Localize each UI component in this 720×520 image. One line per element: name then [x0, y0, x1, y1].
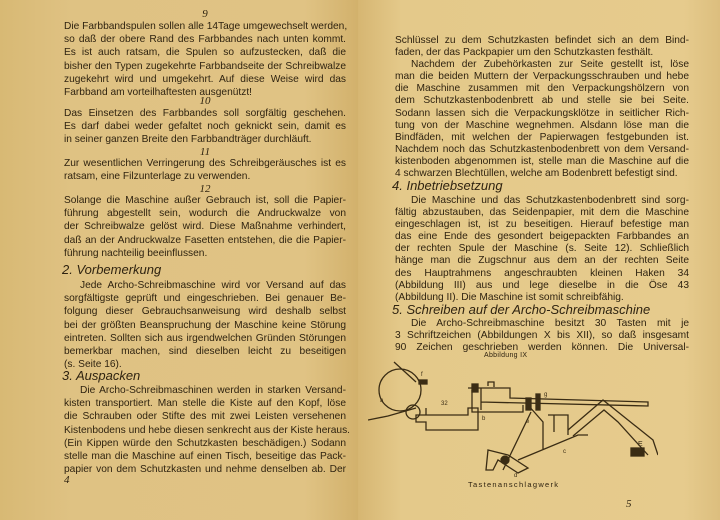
paragraph-inbetriebsetzung [395, 195, 689, 304]
text-line: der Schreibwalze gelöst wird. Diese Maßnahme verhindert, [64, 221, 346, 233]
left-page [0, 0, 358, 520]
text-line: man die beiden Muttern der Verpackungsschrauben und hebe [395, 71, 689, 83]
text-line: dem Schutzkastenbodenbrett ab und stelle sie bei Seite. [395, 95, 689, 107]
text-line: Es darf dabei weder gefaltet noch geknickt sein, damit es [64, 121, 346, 133]
section-number-11: 11 [199, 146, 211, 158]
text-line: papier von dem Schutzkasten und nehme denselben ab. Der [64, 464, 346, 476]
text-line: ratsam, eine Filzunterlage zu verwenden. [64, 171, 251, 183]
heading-inbetriebsetzung: 4. Inbetriebsetzung [392, 178, 503, 193]
page-number-right: 5 [626, 498, 632, 510]
text-line: (Abbildung III) aus und lege dieselbe in die Öse 43 [395, 279, 689, 291]
text-line: faden, der das Packpapier um den Schutzkasten festhält. [395, 47, 654, 59]
text-line: 90 Zeichen geschrieben werden können. Die Universal- [395, 342, 689, 354]
text-line: hänge man die Zugschnur aus dem an der rechten Seite [395, 255, 689, 267]
text-line: der rechten Spule der Maschine (s. Seite 12). Schließlich [395, 243, 689, 255]
text-line: Sodann lassen sich die Verpackungsklötze in seitlicher Rich- [395, 107, 689, 119]
heading-vorbemerkung: 2. Vorbemerkung [62, 262, 162, 277]
figure-label-c: c [563, 449, 566, 455]
text-line: Die Maschine und das Schutzkastenbodenbrett sind sorg- [411, 195, 689, 206]
text-line: das eine Ende des gesondert beigepackten Farbbandes an [395, 231, 689, 243]
text-line: die Maschine zusammen mit den Verpackungshölzern von [395, 83, 689, 95]
text-line: führung abgestellt sein, wodurch die Andruckwalze von [64, 208, 346, 220]
text-line: fältig abzustauben, das Seidenpapier, mit dem die Maschine [395, 207, 689, 219]
text-line: stelle man die Maschine auf einen Tisch, beseitige das Pack- [64, 450, 346, 462]
text-line: Kistenbodens und hebe diesen senkrecht aus der Kiste heraus. [64, 424, 351, 436]
heading-auspacken: 3. Auspacken [62, 368, 141, 383]
section-number-12: 12 [199, 183, 211, 195]
text-line: Bindfäden, mit welchen der Papierwagen festgebunden ist. [395, 131, 689, 143]
paragraph-10 [64, 107, 346, 147]
text-line: Die Archo-Schreibmaschine besitzt 30 Tasten mit je [411, 318, 689, 329]
paragraph-vorbemerkung [64, 279, 346, 371]
figure-label-f: f [421, 372, 423, 378]
figure-label-d: d [514, 473, 518, 479]
text-line: bemerkbar machen, sind dieselben leicht zu beseitigen [64, 345, 346, 357]
paragraph-schreiben [395, 318, 689, 354]
figure-label-E: E [638, 441, 643, 448]
text-line: Zur wesentlichen Verringerung des Schreibgeräusches ist es [64, 158, 346, 169]
paragraph-auspacken-continued [395, 35, 689, 180]
text-line: Schlüssel zu dem Schutzkasten befindet sich an dem Bind- [395, 35, 689, 46]
figure-caption-bottom: Tastenanschlagwerk [468, 480, 560, 489]
text-line: führung nachteilig beeinflussen. [64, 247, 208, 259]
text-line: eintreten. Sollten sich aus irgendwelchen Gründen Störungen [64, 332, 346, 344]
heading-schreiben: 5. Schreiben auf der Archo-Schreibmaschine [392, 302, 651, 317]
text-line: Jede Archo-Schreibmaschine wird vor Versand auf das [80, 280, 346, 291]
text-line: Farbband am vorteilhaftesten ausgenützt! [64, 86, 253, 98]
text-line: 3 Schriftzeichen (Abbildungen X bis XII), so daß insgesamt [395, 330, 689, 342]
text-line: (Abbildung II). Die Maschine ist somit schreibfähig. [395, 291, 624, 303]
text-line: Die Archo-Schreibmaschinen werden in starken Versand- [80, 385, 346, 396]
text-line: Solange die Maschine außer Gebrauch ist, soll die Papier- [64, 195, 346, 206]
text-line: Die Farbbandspulen sollen alle 14Tage umgewechselt werden, [64, 21, 348, 32]
figure-label-b: b [482, 416, 486, 422]
text-line: in seiner ganzen Breite den Farbbandträger durchläuft. [64, 134, 312, 146]
figure-label-e: e [526, 419, 530, 425]
text-line: (Ein Kippen würde den Schutzkasten beschädigen.) Sodann [64, 437, 346, 449]
text-line: folgung dieser Gebrauchsanweisung wird deshalb selbst [64, 306, 346, 318]
figure-label-a: a [380, 398, 384, 404]
page-number-left: 4 [64, 474, 70, 486]
section-number-10: 10 [199, 95, 211, 107]
paragraph-9 [64, 20, 346, 99]
text-line: Das Einsetzen des Farbbandes soll sorgfältig geschehen. [64, 108, 346, 119]
text-line: kisten transportiert. Man stelle die Kiste auf den Kopf, löse [64, 398, 346, 410]
paragraph-auspacken [64, 384, 351, 476]
text-line: kistenboden abgenommen ist, stelle man die Maschine auf die [395, 155, 689, 167]
text-line: (s. Seite 16). [64, 359, 122, 371]
text-line: so daß der obere Rand des Farbbandes nach unten kommt. [64, 34, 346, 46]
text-line: daß an der Andruckwalze Fasetten entstehen, die die Papier- [64, 234, 346, 246]
text-line: des Hauptrahmens angeschraubten kleinen Haken 34 [395, 267, 689, 279]
text-line: Nachdem der Zubehörkasten zur Seite gestellt ist, löse [411, 59, 689, 71]
figure-label-g: g [544, 392, 548, 398]
text-line: bisher den Typen zugekehrte Farbbandseite der Schreibwalze [64, 60, 346, 72]
figure-label-32: 32 [441, 401, 448, 407]
text-line: 4 schwarzen Blechtüllen, welche am Bodenbrett befestigt sind. [395, 168, 678, 180]
paragraph-12 [64, 194, 346, 260]
paragraph-11 [64, 157, 346, 183]
text-line: tung von der Maschine wegnehmen. Alsdann löse man die [395, 119, 689, 131]
text-line: Nachdem noch das Schutzkastenbodenbrett von dem Versand- [395, 143, 689, 155]
text-line: bei der größten Beanspruchung der Maschine keine Störung [64, 319, 346, 331]
text-line: sorgfältigste geprüft und eingeschrieben. Bei genauer Be- [64, 293, 346, 305]
section-number-9: 9 [202, 8, 208, 20]
right-page [358, 0, 720, 520]
text-line: zugekehrt wird und umgekehrt. Auf diese Weise wird das [64, 73, 346, 85]
figure-caption-top: Abbildung IX [484, 352, 528, 359]
text-line: Es ist auch ratsam, die Spulen so aufzustecken, daß die [64, 47, 346, 59]
typewriter-key-mechanism-figure [368, 360, 658, 480]
text-line: eingeschlagen ist, ist zu beseitigen. Hierauf befestige man [395, 219, 689, 231]
text-line: die Schrauben oder Stifte des mit zwei Leisten versehenen [64, 411, 346, 423]
